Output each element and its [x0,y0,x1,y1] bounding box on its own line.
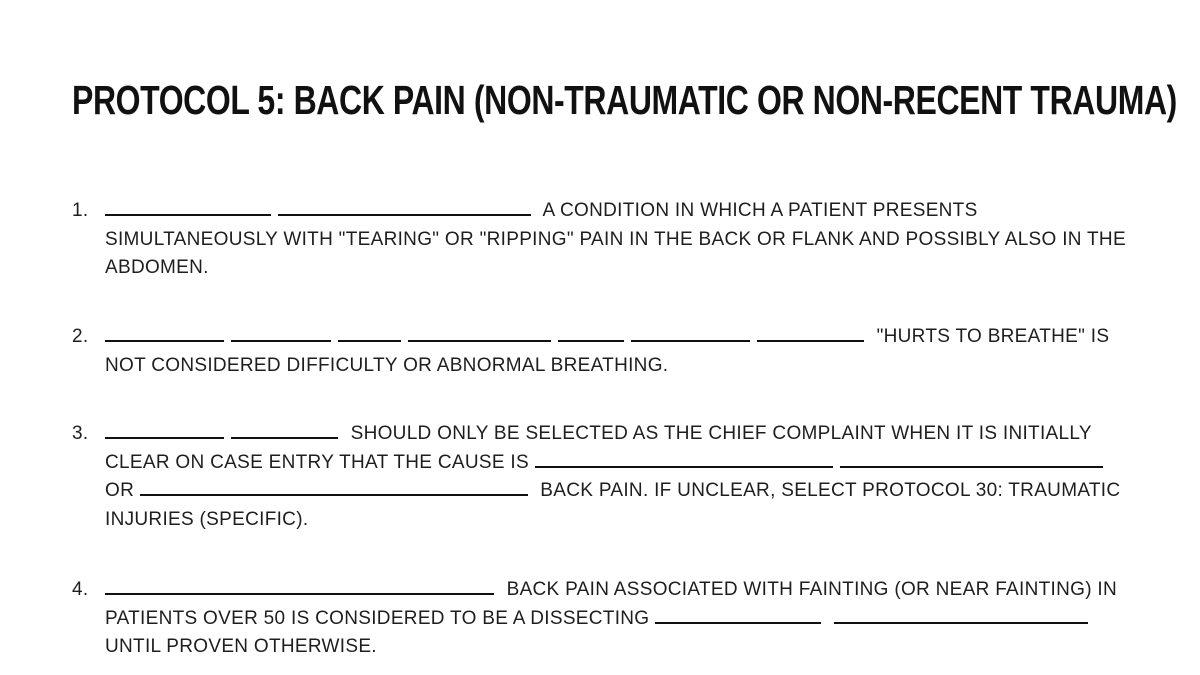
question-text: "HURTS TO BREATHE" IS NOT CONSIDERED DIFFICULTY OR ABNORMAL BREATHING. [105,326,1110,376]
answer-blank[interactable] [834,608,1088,624]
question-body [105,197,1134,283]
question-3 [72,420,1134,534]
question-number: 3. [72,423,89,444]
question-number: 1. [72,200,89,221]
question-text: BACK PAIN ASSOCIATED WITH FAINTING (OR NEAR FAINTING) IN PATIENTS OVER 50 IS CONSIDERED TO BE A DISSECTING [105,579,1118,629]
question-body [105,323,1134,380]
question-1 [72,197,1134,283]
answer-blank[interactable] [231,423,338,439]
question-text: BACK PAIN. IF UNCLEAR, SELECT PROTOCOL 30: TRAUMATIC INJURIES (SPECIFIC). [105,480,1121,530]
answer-blank[interactable] [105,326,224,342]
question-body [105,420,1134,534]
answer-blank[interactable] [535,452,833,468]
page-title: PROTOCOL 5: BACK PAIN (NON-TRAUMATIC OR NON-RECENT TRAUMA) [72,77,1177,123]
question-text: OR [105,480,135,501]
question-2 [72,323,1134,380]
answer-blank[interactable] [105,579,494,595]
answer-blank[interactable] [140,480,528,496]
answer-blank[interactable] [631,326,750,342]
answer-blank[interactable] [338,326,401,342]
answer-blank[interactable] [840,452,1103,468]
question-number: 4. [72,579,89,600]
answer-blank[interactable] [231,326,331,342]
question-body [105,576,1134,662]
question-text: A CONDITION IN WHICH A PATIENT PRESENTS SIMULTANEOUSLY WITH "TEARING" OR "RIPPING" PAIN IN THE BACK OR FLANK AND POSSIBLY ALSO IN THE ABDOMEN. [105,200,1126,278]
answer-blank[interactable] [105,200,271,216]
answer-blank[interactable] [105,423,224,439]
question-text: SHOULD ONLY BE SELECTED AS THE CHIEF COMPLAINT WHEN IT IS INITIALLY CLEAR ON CASE ENTRY THAT THE CAUSE IS [105,423,1092,473]
question-text: UNTIL PROVEN OTHERWISE. [105,636,377,657]
question-4 [72,576,1134,662]
question-number: 2. [72,326,89,347]
answer-blank[interactable] [757,326,864,342]
answer-blank[interactable] [558,326,624,342]
answer-blank[interactable] [278,200,531,216]
answer-blank[interactable] [655,608,821,624]
answer-blank[interactable] [408,326,551,342]
